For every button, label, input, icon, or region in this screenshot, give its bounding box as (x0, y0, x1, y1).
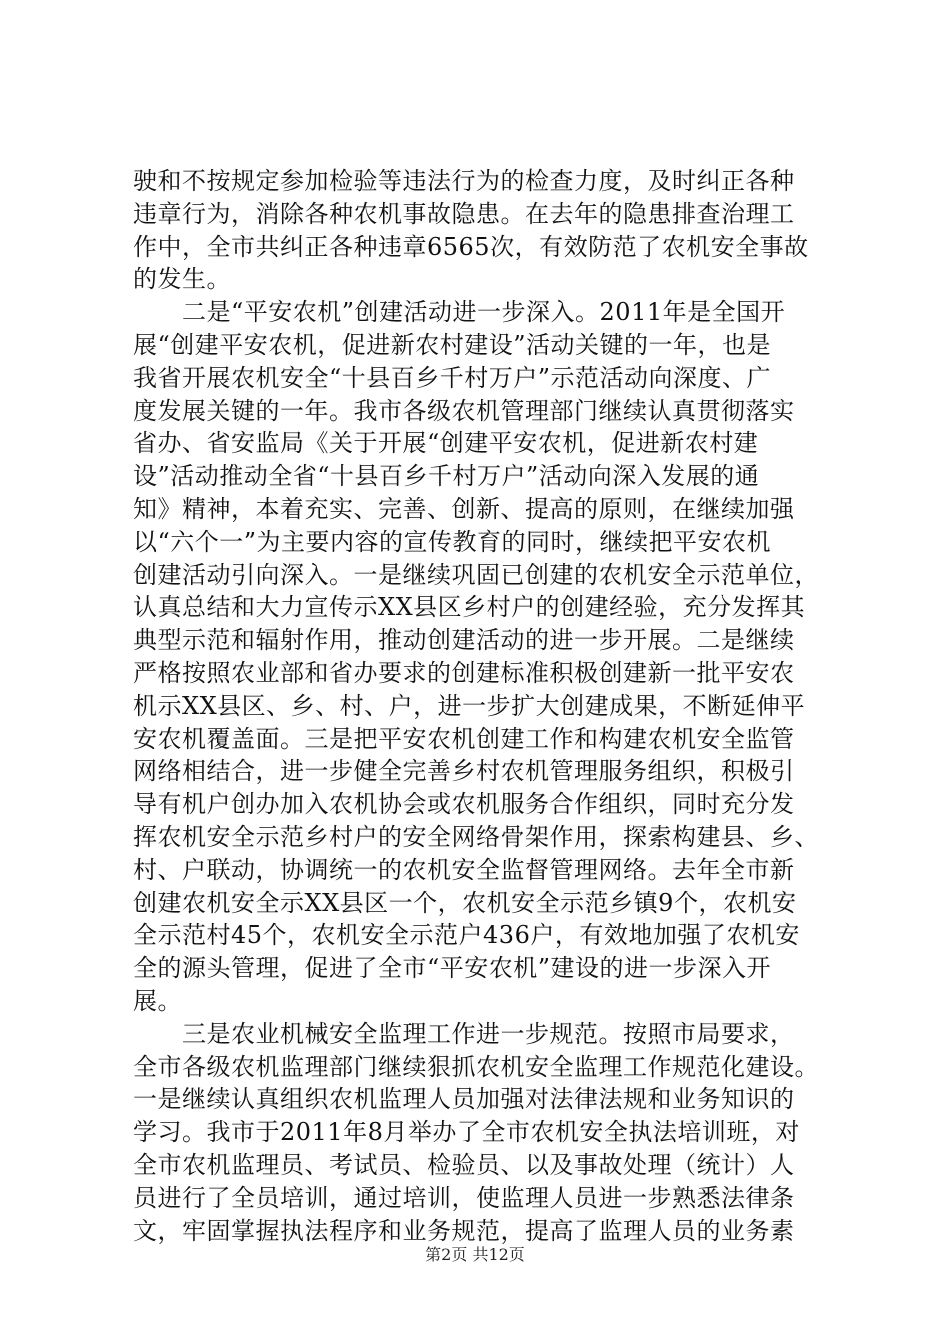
text-line: 严格按照农业部和省办要求的创建标准积极创建新一批平安农 (133, 658, 795, 687)
text-line: 知》精神，本着充实、完善、创新、提高的原则，在继续加强 (133, 494, 795, 523)
document-body (133, 165, 823, 1247)
text-line: 的发生。 (133, 265, 231, 294)
text-line: 创建农机安全示XX县区一个，农机安全示范乡镇9个，农机安 (133, 888, 797, 917)
text-line: 机示XX县区、乡、村、户，进一步扩大创建成果，不断延伸平 (133, 691, 806, 720)
text-line: 全示范村45个，农机安全示范户436户，有效地加强了农机安 (133, 921, 800, 950)
text-line: 村、户联动，协调统一的农机安全监督管理网络。去年全市新 (133, 855, 795, 884)
text-line: 全市各级农机监理部门继续狠抓农机安全监理工作规范化建设。 (133, 1052, 819, 1081)
text-line: 三是农业机械安全监理工作进一步规范。按照市局要求， (133, 1019, 795, 1048)
text-line: 驶和不按规定参加检验等违法行为的检查力度，及时纠正各种 (133, 167, 795, 195)
text-line: 二是“平安农机”创建活动进一步深入。2011年是全国开 (133, 298, 786, 327)
text-line: 展“创建平安农机，促进新农村建设”活动关键的一年，也是 (133, 330, 772, 359)
text-line: 安农机覆盖面。三是把平安农机创建工作和构建农机安全监管 (133, 724, 795, 753)
text-line: 作中，全市共纠正各种违章6565次，有效防范了农机安全事故 (133, 232, 809, 261)
text-line: 以“六个一”为主要内容的宣传教育的同时，继续把平安农机 (133, 527, 772, 556)
text-line: 省办、省安监局《关于开展“创建平安农机，促进新农村建 (133, 429, 759, 458)
page-footer (0, 1245, 950, 1265)
text-line: 网络相结合，进一步健全完善乡村农机管理服务组织，积极引 (133, 757, 795, 786)
text-line: 创建活动引向深入。一是继续巩固已创建的农机安全示范单位， (133, 560, 819, 589)
text-line: 展。 (133, 986, 182, 1015)
text-line: 典型示范和辐射作用，推动创建活动的进一步开展。二是继续 (133, 626, 795, 655)
text-line: 文，牢固掌握执法程序和业务规范，提高了监理人员的业务素 (133, 1216, 795, 1245)
text-line: 导有机户创办加入农机协会或农机服务合作组织，同时充分发 (133, 790, 795, 819)
text-line: 全市农机监理员、考试员、检验员、以及事故处理（统计）人 (133, 1150, 795, 1179)
text-line: 认真总结和大力宣传示XX县区乡村户的创建经验，充分发挥其 (133, 593, 806, 622)
text-line: 挥农机安全示范乡村户的安全网络骨架作用，探索构建县、乡、 (133, 822, 819, 851)
text-line: 一是继续认真组织农机监理人员加强对法律法规和业务知识的 (133, 1085, 795, 1114)
text-line: 设”活动推动全省“十县百乡千村万户”活动向深入发展的通 (133, 462, 760, 491)
text-line: 我省开展农机安全“十县百乡千村万户”示范活动向深度、广 (133, 363, 772, 392)
text-line: 度发展关键的一年。我市各级农机管理部门继续认真贯彻落实 (133, 396, 795, 425)
page-number-label: 第2页 共12页 (425, 1245, 525, 1264)
text-line: 员进行了全员培训，通过培训，使监理人员进一步熟悉法律条 (133, 1183, 795, 1212)
text-line: 全的源头管理，促进了全市“平安农机”建设的进一步深入开 (133, 954, 772, 983)
text-line: 学习。我市于2011年8月举办了全市农机安全执法培训班，对 (133, 1118, 800, 1147)
text-line: 违章行为，消除各种农机事故隐患。在去年的隐患排查治理工 (133, 199, 795, 228)
